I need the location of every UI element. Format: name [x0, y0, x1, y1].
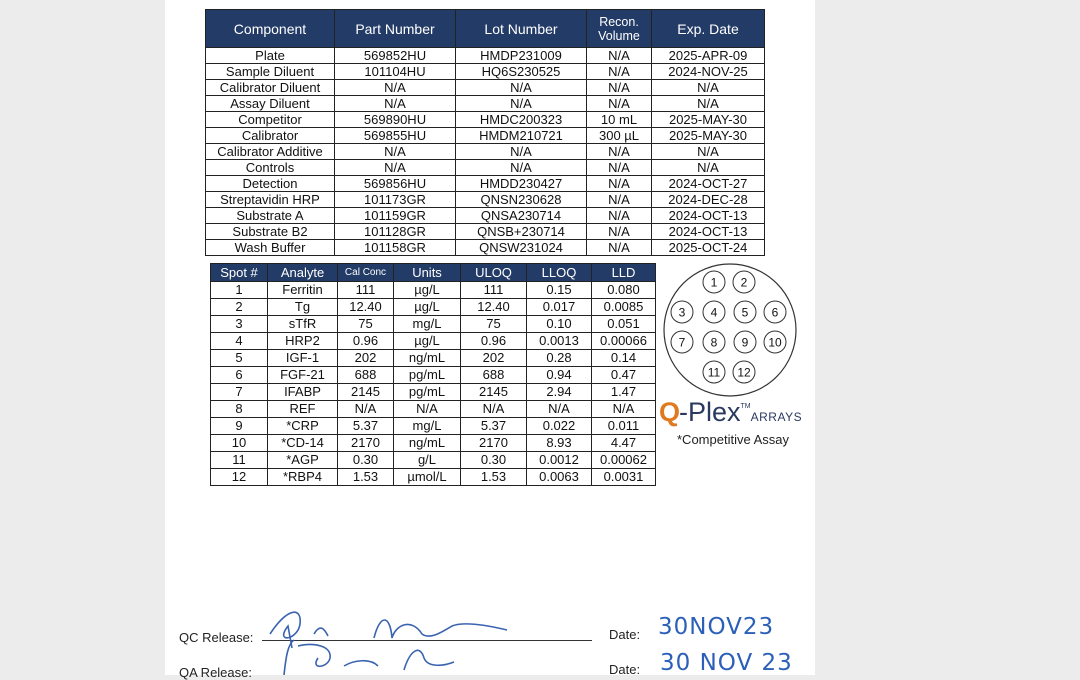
table-cell: Substrate A: [206, 208, 335, 224]
table-cell: 0.00066: [592, 333, 656, 350]
table-cell: N/A: [394, 401, 461, 418]
table-cell: 0.011: [592, 418, 656, 435]
qc-release-label: QC Release:: [179, 630, 254, 645]
components-table: [205, 9, 765, 256]
qa-release-date: 30 NOV 23: [660, 650, 793, 676]
table-cell: 4.47: [592, 435, 656, 452]
column-header: Lot Number: [456, 10, 587, 48]
table-cell: 569890HU: [335, 112, 456, 128]
table-cell: N/A: [652, 80, 765, 96]
component-row: [206, 176, 765, 192]
column-header: Spot #: [211, 264, 268, 282]
spot-row: [211, 384, 656, 401]
spot-number-label: 7: [678, 335, 686, 350]
spot-number-label: 3: [678, 305, 686, 320]
table-cell: HMDM210721: [456, 128, 587, 144]
column-header: Component: [206, 10, 335, 48]
table-cell: QNSA230714: [456, 208, 587, 224]
table-cell: 10 mL: [587, 112, 652, 128]
table-cell: 0.10: [527, 316, 592, 333]
table-cell: 688: [461, 367, 527, 384]
component-row: [206, 64, 765, 80]
table-cell: 0.017: [527, 299, 592, 316]
table-cell: N/A: [587, 240, 652, 256]
table-cell: N/A: [652, 160, 765, 176]
qa-signature: [274, 636, 474, 675]
table-cell: N/A: [335, 160, 456, 176]
table-cell: 569855HU: [335, 128, 456, 144]
spot-number-label: 10: [768, 335, 782, 350]
column-header: LLOQ: [527, 264, 592, 282]
table-cell: N/A: [587, 48, 652, 64]
table-cell: 4: [211, 333, 268, 350]
column-header: Analyte: [268, 264, 338, 282]
table-cell: 0.0013: [527, 333, 592, 350]
table-cell: Substrate B2: [206, 224, 335, 240]
qc-release-date: 30NOV23: [658, 614, 775, 640]
component-row: [206, 240, 765, 256]
component-row: [206, 96, 765, 112]
table-cell: Assay Diluent: [206, 96, 335, 112]
table-cell: Competitor: [206, 112, 335, 128]
table-cell: 5.37: [338, 418, 394, 435]
table-cell: 8.93: [527, 435, 592, 452]
table-cell: HMDC200323: [456, 112, 587, 128]
logo-plex: -Plex: [679, 397, 741, 427]
spots-header-row: [211, 264, 656, 282]
table-cell: 12: [211, 469, 268, 486]
table-cell: HMDD230427: [456, 176, 587, 192]
table-cell: 0.0085: [592, 299, 656, 316]
logo-trademark: TM: [740, 403, 751, 410]
table-cell: µg/L: [394, 333, 461, 350]
table-cell: N/A: [652, 144, 765, 160]
table-cell: ng/mL: [394, 435, 461, 452]
table-cell: 0.30: [461, 452, 527, 469]
table-cell: 0.47: [592, 367, 656, 384]
table-cell: 101104HU: [335, 64, 456, 80]
table-cell: FGF-21: [268, 367, 338, 384]
component-row: [206, 208, 765, 224]
spot-row: [211, 469, 656, 486]
table-cell: 569852HU: [335, 48, 456, 64]
table-cell: Calibrator Additive: [206, 144, 335, 160]
table-cell: 5.37: [461, 418, 527, 435]
spot-number-label: 2: [740, 275, 748, 290]
component-row: [206, 160, 765, 176]
table-cell: 12.40: [338, 299, 394, 316]
table-cell: 75: [338, 316, 394, 333]
component-row: [206, 80, 765, 96]
spot-row: [211, 333, 656, 350]
spot-number-label: 1: [710, 275, 718, 290]
column-header: Part Number: [335, 10, 456, 48]
table-cell: 569856HU: [335, 176, 456, 192]
table-cell: 1.47: [592, 384, 656, 401]
q-plex-arrays-logo: [659, 397, 802, 431]
spot-number-label: 11: [707, 365, 721, 380]
table-cell: N/A: [456, 160, 587, 176]
table-cell: N/A: [456, 96, 587, 112]
table-cell: 202: [461, 350, 527, 367]
table-cell: N/A: [652, 96, 765, 112]
table-cell: QNSB+230714: [456, 224, 587, 240]
table-cell: 2170: [461, 435, 527, 452]
component-row: [206, 192, 765, 208]
table-cell: N/A: [335, 80, 456, 96]
table-cell: sTfR: [268, 316, 338, 333]
table-cell: 8: [211, 401, 268, 418]
table-cell: N/A: [587, 224, 652, 240]
table-cell: HMDP231009: [456, 48, 587, 64]
table-cell: 101173GR: [335, 192, 456, 208]
table-cell: Plate: [206, 48, 335, 64]
table-cell: Calibrator Diluent: [206, 80, 335, 96]
logo-arrays: ARRAYS: [750, 410, 803, 424]
table-cell: N/A: [587, 80, 652, 96]
well-spot-layout-diagram: [662, 262, 798, 398]
table-cell: N/A: [587, 64, 652, 80]
table-cell: 0.051: [592, 316, 656, 333]
column-header: ULOQ: [461, 264, 527, 282]
table-cell: *CD-14: [268, 435, 338, 452]
table-cell: N/A: [456, 80, 587, 96]
table-cell: 2145: [461, 384, 527, 401]
table-cell: g/L: [394, 452, 461, 469]
table-cell: mg/L: [394, 316, 461, 333]
logo-q: Q: [659, 397, 680, 427]
component-row: [206, 112, 765, 128]
table-cell: 12.40: [461, 299, 527, 316]
table-cell: 101159GR: [335, 208, 456, 224]
table-cell: 3: [211, 316, 268, 333]
table-cell: 0.15: [527, 282, 592, 299]
table-cell: 0.94: [527, 367, 592, 384]
table-cell: *RBP4: [268, 469, 338, 486]
table-cell: pg/mL: [394, 384, 461, 401]
table-cell: N/A: [587, 208, 652, 224]
column-header: Recon. Volume: [587, 10, 652, 48]
column-header: Exp. Date: [652, 10, 765, 48]
table-cell: IGF-1: [268, 350, 338, 367]
table-cell: Ferritin: [268, 282, 338, 299]
table-cell: mg/L: [394, 418, 461, 435]
table-cell: N/A: [587, 192, 652, 208]
column-header: LLD: [592, 264, 656, 282]
table-cell: 2024-OCT-27: [652, 176, 765, 192]
spot-number-label: 12: [737, 365, 751, 380]
table-cell: 1: [211, 282, 268, 299]
components-header-row: [206, 10, 765, 48]
table-cell: 0.28: [527, 350, 592, 367]
spot-row: [211, 452, 656, 469]
table-cell: 101128GR: [335, 224, 456, 240]
table-cell: 7: [211, 384, 268, 401]
component-row: [206, 128, 765, 144]
table-cell: 0.96: [338, 333, 394, 350]
table-cell: QNSW231024: [456, 240, 587, 256]
table-cell: Tg: [268, 299, 338, 316]
table-cell: µg/L: [394, 299, 461, 316]
table-cell: 0.0012: [527, 452, 592, 469]
table-cell: 2024-NOV-25: [652, 64, 765, 80]
table-cell: 2: [211, 299, 268, 316]
spot-row: [211, 367, 656, 384]
table-cell: Controls: [206, 160, 335, 176]
table-cell: 0.0031: [592, 469, 656, 486]
table-cell: N/A: [587, 96, 652, 112]
spot-number-label: 8: [710, 335, 718, 350]
table-cell: 1.53: [461, 469, 527, 486]
table-cell: 2170: [338, 435, 394, 452]
component-row: [206, 144, 765, 160]
table-cell: HQ6S230525: [456, 64, 587, 80]
table-cell: N/A: [527, 401, 592, 418]
table-cell: 0.022: [527, 418, 592, 435]
spot-row: [211, 299, 656, 316]
table-cell: 0.0063: [527, 469, 592, 486]
qa-release-label: QA Release:: [179, 665, 252, 680]
table-cell: Detection: [206, 176, 335, 192]
table-cell: 111: [461, 282, 527, 299]
table-cell: N/A: [592, 401, 656, 418]
table-cell: 0.080: [592, 282, 656, 299]
table-cell: N/A: [338, 401, 394, 418]
table-cell: 2145: [338, 384, 394, 401]
table-cell: IFABP: [268, 384, 338, 401]
table-cell: *AGP: [268, 452, 338, 469]
table-cell: N/A: [461, 401, 527, 418]
table-cell: *CRP: [268, 418, 338, 435]
table-cell: 2025-APR-09: [652, 48, 765, 64]
table-cell: 0.14: [592, 350, 656, 367]
table-cell: 11: [211, 452, 268, 469]
table-cell: 5: [211, 350, 268, 367]
table-cell: N/A: [335, 96, 456, 112]
table-cell: N/A: [456, 144, 587, 160]
table-cell: 2025-MAY-30: [652, 112, 765, 128]
qa-date-label: Date:: [609, 662, 641, 677]
spot-row: [211, 282, 656, 299]
spot-row: [211, 350, 656, 367]
column-header: Cal Conc: [338, 264, 394, 282]
component-row: [206, 224, 765, 240]
table-cell: HRP2: [268, 333, 338, 350]
spot-row: [211, 435, 656, 452]
table-cell: 2025-MAY-30: [652, 128, 765, 144]
spot-number-label: 4: [710, 305, 718, 320]
table-cell: 101158GR: [335, 240, 456, 256]
table-cell: µg/L: [394, 282, 461, 299]
table-cell: QNSN230628: [456, 192, 587, 208]
spot-row: [211, 418, 656, 435]
table-cell: 2025-OCT-24: [652, 240, 765, 256]
table-cell: Streptavidin HRP: [206, 192, 335, 208]
table-cell: 300 µL: [587, 128, 652, 144]
table-cell: N/A: [587, 176, 652, 192]
table-cell: 9: [211, 418, 268, 435]
table-cell: N/A: [587, 160, 652, 176]
spot-number-label: 9: [741, 335, 749, 350]
table-cell: 202: [338, 350, 394, 367]
column-header: Units: [394, 264, 461, 282]
table-cell: REF: [268, 401, 338, 418]
spot-row: [211, 401, 656, 418]
table-cell: 2024-OCT-13: [652, 208, 765, 224]
table-cell: 6: [211, 367, 268, 384]
spot-row: [211, 316, 656, 333]
spot-number-label: 5: [741, 305, 749, 320]
table-cell: 2024-DEC-28: [652, 192, 765, 208]
table-cell: 2.94: [527, 384, 592, 401]
table-cell: pg/mL: [394, 367, 461, 384]
table-cell: 0.00062: [592, 452, 656, 469]
table-cell: N/A: [335, 144, 456, 160]
table-cell: Calibrator: [206, 128, 335, 144]
table-cell: µmol/L: [394, 469, 461, 486]
table-cell: 75: [461, 316, 527, 333]
table-cell: ng/mL: [394, 350, 461, 367]
component-row: [206, 48, 765, 64]
table-cell: 10: [211, 435, 268, 452]
qc-date-label: Date:: [609, 627, 641, 642]
table-cell: 111: [338, 282, 394, 299]
table-cell: 1.53: [338, 469, 394, 486]
table-cell: 0.30: [338, 452, 394, 469]
competitive-assay-footnote: *Competitive Assay: [677, 432, 789, 447]
analyte-spots-table: [210, 263, 656, 486]
spot-number-label: 6: [771, 305, 779, 320]
table-cell: 2024-OCT-13: [652, 224, 765, 240]
table-cell: 0.96: [461, 333, 527, 350]
table-cell: Sample Diluent: [206, 64, 335, 80]
well-outline: [664, 264, 796, 396]
table-cell: 688: [338, 367, 394, 384]
table-cell: N/A: [587, 144, 652, 160]
table-cell: Wash Buffer: [206, 240, 335, 256]
